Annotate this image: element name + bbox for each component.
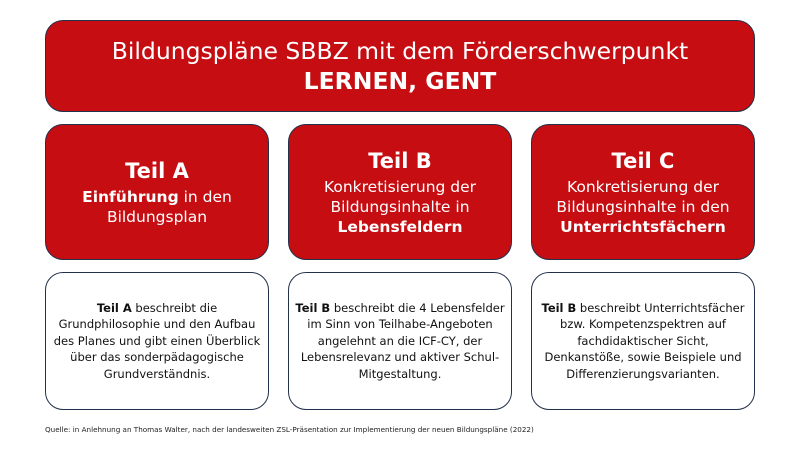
teil-a-title: Teil A [125, 158, 189, 183]
teil-b-box [288, 124, 512, 260]
teil-a-subtitle [82, 187, 232, 227]
header-subtitle: LERNEN, GENT [303, 67, 497, 95]
teil-c-box [531, 124, 755, 260]
teil-b-subtitle-bold: Lebensfeldern [337, 217, 463, 236]
teil-c-subtitle-line3 [556, 217, 729, 237]
header-box [45, 20, 755, 112]
teil-b-subtitle [324, 177, 476, 237]
teil-a-subtitle-bold: Einführung [82, 187, 179, 206]
teil-a-description [52, 300, 262, 383]
teil-b-description [295, 300, 505, 383]
source-note: Quelle: in Anlehnung an Thomas Walter, nach der landesweiten ZSL-Präsentation zur Implementierung der neuen Bildungspläne (2022) [45, 425, 534, 434]
teil-a-description-box [45, 272, 269, 410]
teil-b-description-box [288, 272, 512, 410]
teil-a-subtitle-line1 [82, 187, 232, 207]
teil-a-description-rest: beschreibt die Grundphilosophie und den Aufbau des Planes und gibt einen Überblick über das sonderpädagogische Grundverständnis. [53, 300, 261, 381]
teil-b-description-rest: beschreibt die 4 Lebensfelder im Sinn von Teilhabe-Angeboten angelehnt an die ICF-CY, der Lebensrelevanz und aktiver Schul-Mitgestaltung. [300, 300, 505, 381]
teil-c-description-bold: Teil B [541, 300, 577, 315]
teil-b-title: Teil B [368, 148, 432, 173]
header-title: Bildungspläne SBBZ mit dem Förderschwerpunkt [111, 37, 689, 65]
teil-c-subtitle-line1: Konkretisierung der [566, 177, 720, 196]
teil-b-description-bold: Teil B [295, 300, 331, 315]
teil-c-title: Teil C [611, 148, 675, 173]
teil-a-description-bold: Teil A [96, 300, 132, 315]
teil-c-subtitle-bold: Unterrichtsfächern [560, 217, 726, 236]
teil-a-subtitle-rest: in den [178, 187, 232, 206]
teil-a-box [45, 124, 269, 260]
teil-c-description [538, 300, 748, 383]
teil-b-subtitle-line3 [324, 217, 476, 237]
teil-b-subtitle-line2: Bildungsinhalte in [330, 197, 470, 216]
teil-c-description-box [531, 272, 755, 410]
teil-a-subtitle-line2: Bildungsplan [106, 207, 208, 226]
teil-c-subtitle-line2: Bildungsinhalte in den [556, 197, 730, 216]
teil-c-subtitle [556, 177, 729, 237]
teil-b-subtitle-line1: Konkretisierung der [323, 177, 477, 196]
teil-c-description-rest: beschreibt Unterrichtsfächer bzw. Kompetenzspektren auf fachdidaktischer Sicht, Denkanstöße, sowie Beispiele und Differenzierungsvarianten. [544, 300, 745, 381]
